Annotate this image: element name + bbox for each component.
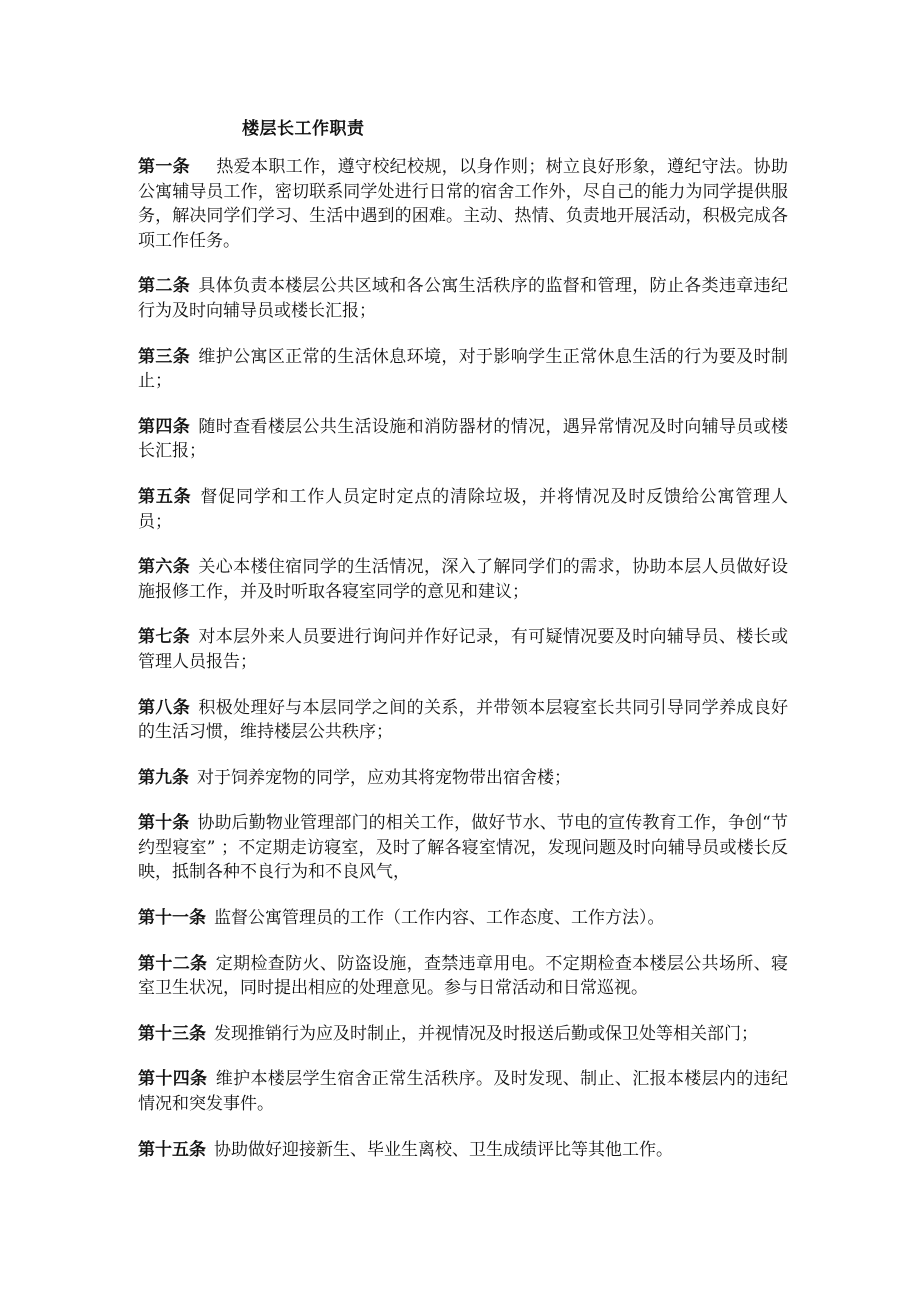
article-text: 维护公寓区正常的生活休息环境，对于影响学生正常休息生活的行为要及时制止； (138, 346, 789, 392)
article-2 (138, 274, 788, 323)
article-text: 随时查看楼层公共生活设施和消防器材的情况，遇异常情况及时向辅导员或楼长汇报； (138, 416, 789, 462)
article-12 (138, 952, 788, 1001)
article-text: 对于饲养宠物的同学，应劝其将宠物带出宿舍楼； (197, 767, 571, 788)
article-7 (138, 625, 788, 674)
article-number: 第十一条 (138, 908, 206, 929)
article-text: 热爱本职工作，遵守校纪校规，以身作则；树立良好形象，遵纪守法。协助公寓辅导员工作，密切联系同学处进行日常的宿舍工作外，尽自己的能力为同学提供服务，解决同学们学习、生活中遇到的困难。主动、热情、负责地开展活动，积极完成各项工作任务。 (138, 157, 788, 251)
document-title: 楼层长工作职责 (242, 119, 365, 139)
article-text: 协助后勤物业管理部门的相关工作，做好节水、节电的宣传教育工作，争创“节约型寝室” ；不定期走访寝室，及时了解各寝室情况，发现问题及时向辅导员或楼长反映，抵制各种不良行为和不良风气， (138, 813, 788, 883)
article-number: 第二条 (138, 276, 191, 297)
article-number: 第五条 (138, 486, 192, 507)
article-13 (138, 1022, 788, 1047)
article-number: 第七条 (138, 627, 191, 648)
article-text: 具体负责本楼层公共区域和各公寓生活秩序的监督和管理，防止各类违章违纪行为及时向辅导员或楼长汇报； (138, 276, 789, 321)
article-number: 第八条 (138, 697, 191, 718)
article-number: 第十条 (138, 813, 190, 834)
article-number: 第十二条 (138, 953, 208, 974)
article-text: 定期检查防火、防盗设施，查禁违章用电。不定期检查本楼层公共场所、寝室卫生状况，同时提出相应的处理意见。参与日常活动和日常巡视。 (138, 953, 788, 999)
article-number: 第一条 (138, 157, 190, 177)
article-11 (138, 906, 788, 931)
article-6 (138, 555, 788, 604)
article-14 (138, 1067, 788, 1116)
article-number: 第十四条 (138, 1069, 208, 1090)
article-5 (138, 485, 788, 534)
article-3 (138, 345, 788, 394)
article-9 (138, 766, 788, 791)
article-number: 第四条 (138, 416, 191, 437)
article-text: 监督公寓管理员的工作（工作内容、工作态度、工作方法）。 (214, 908, 665, 929)
article-1 (138, 155, 788, 253)
article-10 (138, 811, 788, 885)
article-number: 第三条 (138, 346, 191, 367)
article-text: 发现推销行为应及时制止，并视情况及时报送后勤或保卫处等相关部门； (214, 1023, 758, 1044)
article-text: 关心本楼住宿同学的生活情况，深入了解同学们的需求，协助本层人员做好设施报修工作，并及时听取各寝室同学的意见和建议； (138, 557, 789, 602)
article-number: 第六条 (138, 557, 191, 578)
article-number: 第九条 (138, 767, 189, 788)
article-text: 维护本楼层学生宿舍正常生活秩序。及时发现、制止、汇报本楼层内的违纪情况和突发事件。 (138, 1069, 788, 1115)
article-text: 对本层外来人员要进行询问并作好记录，有可疑情况要及时向辅导员、楼长或管理人员报告； (138, 627, 789, 672)
article-text: 督促同学和工作人员定时定点的清除垃圾，并将情况及时反馈给公寓管理人员； (138, 486, 788, 532)
article-list (138, 155, 788, 1183)
article-8 (138, 696, 788, 745)
article-number: 第十三条 (138, 1023, 206, 1044)
article-4 (138, 415, 788, 464)
article-text: 积极处理好与本层同学之间的关系，并带领本层寝室长共同引导同学养成良好的生活习惯，维持楼层公共秩序； (138, 697, 789, 743)
article-text: 协助做好迎接新生、毕业生离校、卫生成绩评比等其他工作。 (214, 1139, 673, 1160)
article-15 (138, 1138, 788, 1163)
article-number: 第十五条 (138, 1139, 206, 1160)
